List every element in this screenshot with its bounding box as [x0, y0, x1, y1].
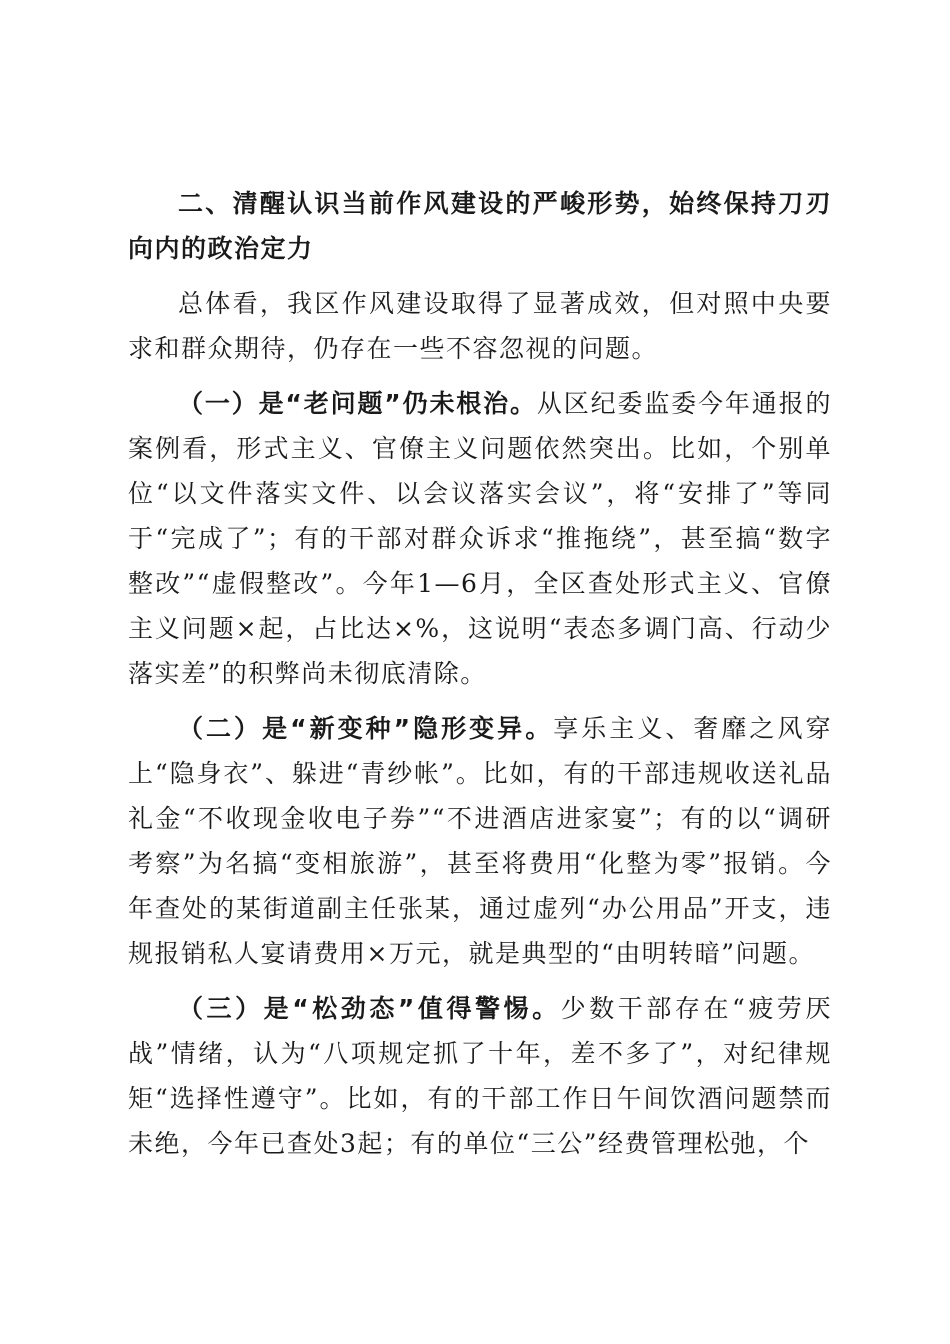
paragraph-text: 少数干部存在“疲劳厌战”情绪，认为“八项规定抓了十年，差不多了”，对纪律规矩“选择性遵守”。比如，有的干部工作日午间饮酒问题禁而未绝，今年已查处3起；有的单位“三公”经费管理松弛，个 [128, 994, 832, 1158]
paragraph-lead: （三）是“松劲态”值得警惕。 [178, 994, 561, 1023]
intro-paragraph: 总体看，我区作风建设取得了显著成效，但对照中央要求和群众期待，仍存在一些不容忽视的问题。 [128, 289, 832, 363]
paragraph-text: 享乐主义、奢靡之风穿上“隐身衣”、躲进“青纱帐”。比如，有的干部违规收送礼品礼金“不收现金收电子券”“不进酒店进家宴”；有的以“调研考察”为名搞“变相旅游”，甚至将费用“化整为零”报销。今年查处的某街道副主任张某，通过虚列“办公用品”开支，违规报销私人宴请费用×万元，就是典型的“由明转暗”问题。 [128, 714, 832, 968]
paragraph-new-variants [128, 706, 832, 976]
paragraph-text: 从区纪委监委今年通报的案例看，形式主义、官僚主义问题依然突出。比如，个别单位“以文件落实文件、以会议落实会议”，将“安排了”等同于“完成了”；有的干部对群众诉求“推拖绕”，甚至搞“数字整改”“虚假整改”。今年1—6月，全区查处形式主义、官僚主义问题×起，占比达×%，这说明“表态多调门高、行动少落实差”的积弊尚未彻底清除。 [128, 389, 832, 688]
paragraph-old-problems [128, 381, 832, 696]
section-heading: 二、清醒认识当前作风建设的严峻形势，始终保持刀刃向内的政治定力 [128, 189, 832, 263]
paragraph-slack-attitude [128, 986, 832, 1166]
paragraph-lead: （二）是“新变种”隐形变异。 [178, 714, 554, 743]
paragraph-lead: （一）是“老问题”仍未根治。 [178, 389, 537, 418]
document-body [128, 181, 832, 1176]
